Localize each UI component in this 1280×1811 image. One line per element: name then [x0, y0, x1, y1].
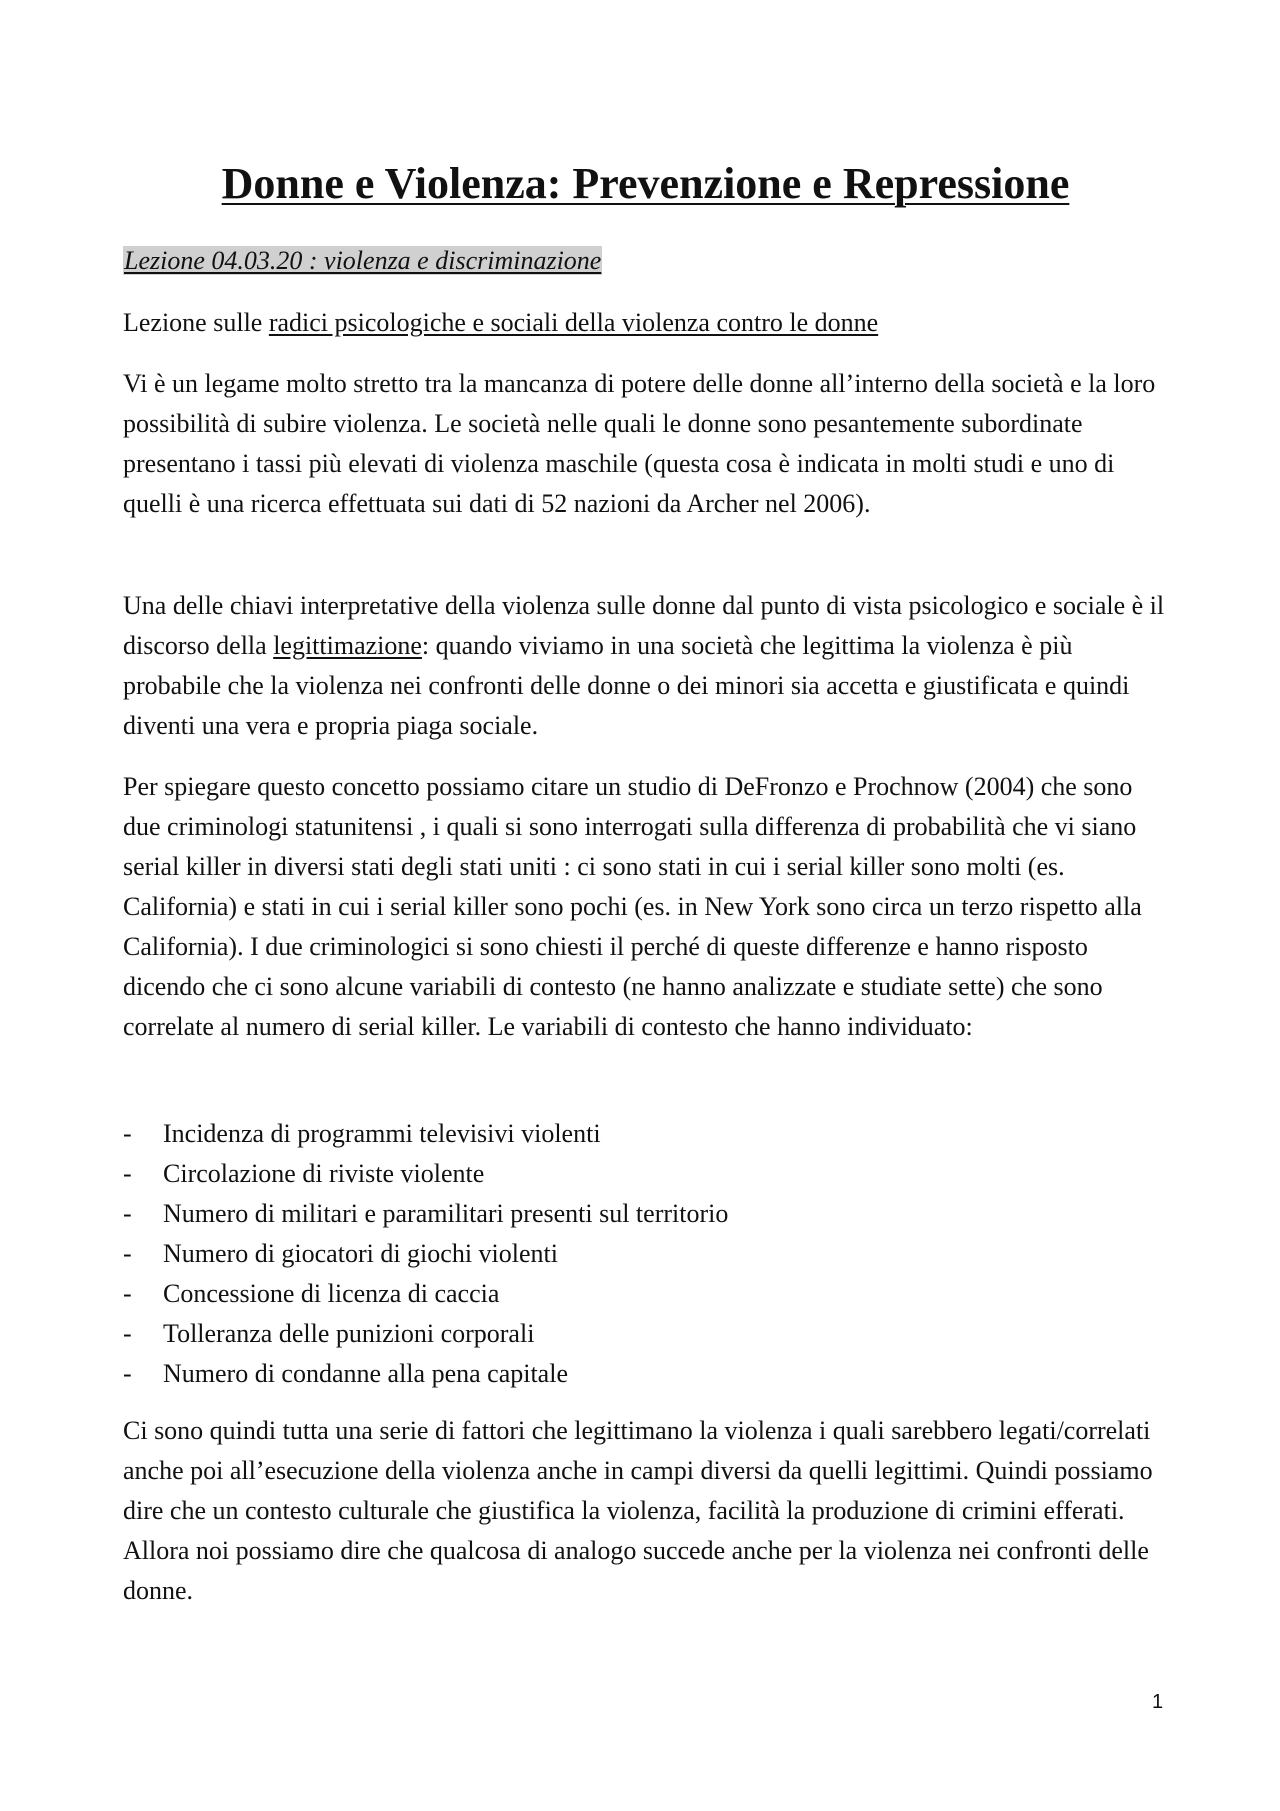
- list-item-text: Numero di condanne alla pena capitale: [163, 1359, 568, 1388]
- list-bullet: -: [123, 1319, 132, 1348]
- list-item-text: Tolleranza delle punizioni corporali: [163, 1319, 535, 1348]
- list-bullet: -: [123, 1159, 132, 1188]
- list-item-text: Circolazione di riviste violente: [163, 1159, 485, 1188]
- list-item: [123, 1354, 1168, 1394]
- lesson-label: [123, 243, 602, 279]
- list-bullet: -: [123, 1199, 132, 1228]
- paragraph-2: [123, 586, 1168, 746]
- list-bullet: -: [123, 1239, 132, 1268]
- intro-paragraph: [123, 303, 1168, 343]
- intro-underlined: radici psicologiche e sociali della violenza contro le donne: [268, 308, 879, 337]
- list-item: [123, 1154, 1168, 1194]
- paragraph-3: Per spiegare questo concetto possiamo citare un studio di DeFronzo e Prochnow (2004) che sono due criminologi statunitensi , i quali si sono interrogati sulla differenza di probabilità che vi siano serial killer in diversi stati degli stati uniti : ci sono stati in cui i serial killer sono molti (es. California) e stati in cui i serial killer sono pochi (es. in New York sono circa un terzo rispetto alla California). I due criminologici si sono chiesti il perché di queste differenze e hanno risposto dicendo che ci sono alcune variabili di contesto (ne hanno analizzate e studiate sette) che sono correlate al numero di serial killer. Le variabili di contesto che hanno individuato:: [123, 772, 1142, 1041]
- lesson-label-highlight: Lezione 04.03.20 : violenza e discriminazione: [124, 246, 602, 275]
- paragraph-1: Vi è un legame molto stretto tra la mancanza di potere delle donne all’interno della società e la loro possibilità di subire violenza. Le società nelle quali le donne sono pesantemente subordinate presentano i tassi più elevati di violenza maschile (questa cosa è indicata in molti studi e uno di quelli è una ricerca effettuata sui dati di 52 nazioni da Archer nel 2006).: [123, 369, 1156, 518]
- paragraph-2-after: : quando viviamo in una società che legittima la violenza è più probabile che la violenza nei confronti delle donne o dei minori sia accetta e giustificata e quindi diventi una vera e propria piaga sociale.: [123, 631, 1130, 740]
- variables-list: [123, 1114, 1168, 1394]
- intro-prefix: Lezione sulle: [123, 308, 269, 337]
- list-item: [123, 1234, 1168, 1274]
- list-item-text: Incidenza di programmi televisivi violenti: [163, 1119, 601, 1148]
- list-item-text: Concessione di licenza di caccia: [163, 1279, 500, 1308]
- list-item-text: Numero di militari e paramilitari presenti sul territorio: [163, 1199, 729, 1228]
- list-item: [123, 1114, 1168, 1154]
- list-bullet: -: [123, 1119, 132, 1148]
- list-item-text: Numero di giocatori di giochi violenti: [163, 1239, 558, 1268]
- paragraph-4: Ci sono quindi tutta una serie di fattori che legittimano la violenza i quali sarebbero legati/correlati anche poi all’esecuzione della violenza anche in campi diversi da quelli legittimi. Quindi possiamo dire che un contesto culturale che giustifica la violenza, facilità la produzione di crimini efferati. Allora noi possiamo dire che qualcosa di analogo succede anche per la violenza nei confronti delle donne.: [123, 1416, 1153, 1605]
- list-bullet: -: [123, 1279, 132, 1308]
- list-item: [123, 1274, 1168, 1314]
- page-number: 1: [1152, 1691, 1164, 1713]
- paragraph-2-before: Una delle chiavi interpretative della violenza sulle donne dal punto di vista psicologico e sociale è il discorso della: [123, 591, 1165, 660]
- list-item: [123, 1194, 1168, 1234]
- list-bullet: -: [123, 1359, 132, 1388]
- list-item: [123, 1314, 1168, 1354]
- document-title: Donne e Violenza: Prevenzione e Repressione: [221, 159, 1070, 208]
- paragraph-2-underlined: legittimazione: [273, 631, 422, 660]
